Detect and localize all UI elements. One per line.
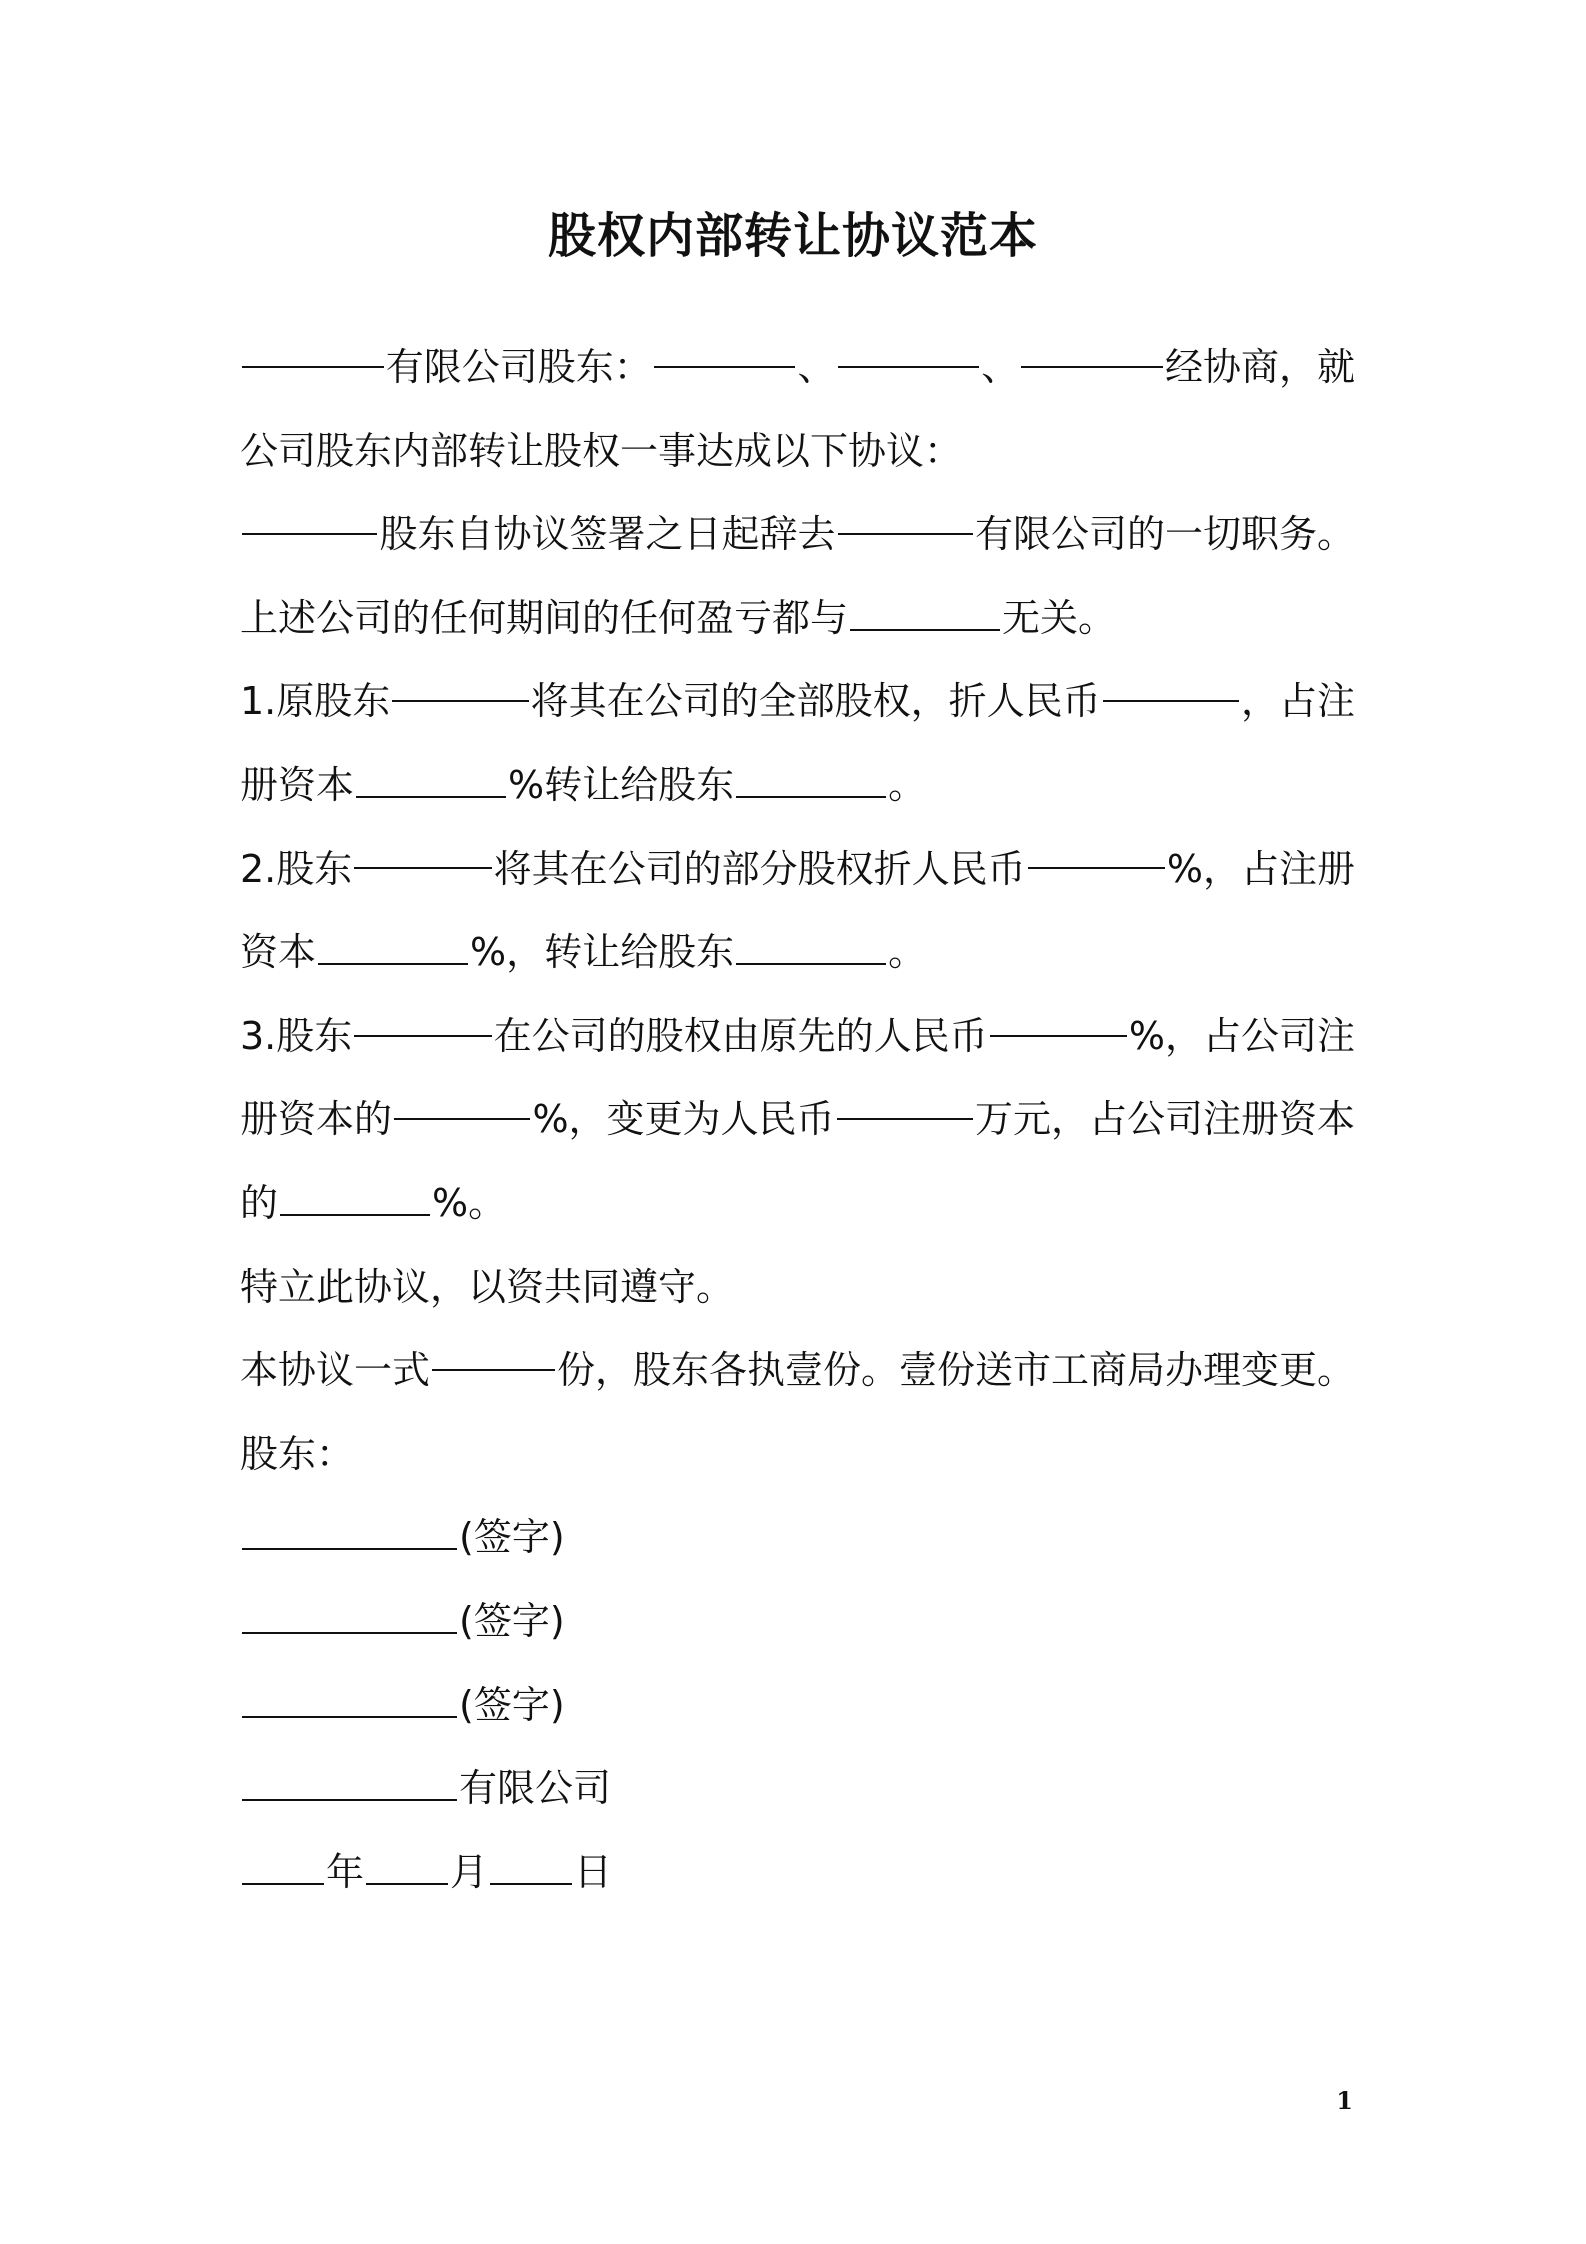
blank-field[interactable] [654, 326, 796, 368]
text-run: %转让给股东 [508, 762, 735, 807]
blank-field[interactable] [736, 756, 886, 798]
blank-field[interactable] [837, 1078, 973, 1120]
text-run: 将其在公司的部分股权折人民币 [493, 846, 1026, 891]
text-run: 。 [888, 762, 927, 807]
blank-field[interactable] [354, 828, 491, 870]
text-run: 上述公司的任何期间的任何盈亏都与 [240, 595, 849, 640]
paragraph-line [240, 1162, 1355, 1246]
blank-field[interactable] [838, 493, 973, 535]
month-label: 月 [450, 1849, 489, 1894]
blank-field[interactable] [242, 493, 377, 535]
text-run: %，转让给股东 [470, 930, 735, 975]
text-run: %，变更为人民币 [532, 1097, 835, 1142]
sign-label: (签字) [459, 1515, 565, 1560]
signature-blank[interactable] [242, 1592, 457, 1634]
text-run: 无关。 [1002, 595, 1117, 640]
text-run: 的 [240, 1180, 279, 1225]
text-run: ，占注 [1240, 679, 1355, 724]
blank-field[interactable] [850, 589, 1000, 631]
paragraph-line [240, 1246, 1355, 1330]
day-label: 日 [574, 1849, 613, 1894]
text-run: 将其在公司的全部股权，折人民币 [530, 679, 1101, 724]
text-run: 本协议一式 [240, 1348, 431, 1393]
text-run: 、 [797, 345, 836, 389]
paragraph-line [240, 828, 1355, 912]
signature-blank[interactable] [242, 1508, 457, 1550]
blank-field[interactable] [1028, 828, 1165, 870]
text-run: 有限公司的一切职务。 [974, 512, 1355, 557]
year-blank[interactable] [242, 1843, 324, 1885]
text-run: 册资本的 [240, 1097, 393, 1142]
text-run: %。 [432, 1180, 507, 1225]
blank-field[interactable] [242, 326, 384, 368]
blank-field[interactable] [736, 923, 886, 965]
blank-field[interactable] [356, 756, 506, 798]
paragraph-line [240, 410, 1355, 494]
text-run: 。 [888, 930, 927, 975]
document-body [240, 326, 1355, 1914]
blank-field[interactable] [1103, 660, 1239, 702]
company-line [240, 1747, 1355, 1831]
signature-line [240, 1580, 1355, 1664]
text-run: 3.股东 [240, 1013, 353, 1058]
text-run: 册资本 [240, 762, 355, 807]
blank-field[interactable] [280, 1174, 430, 1216]
text-run: 资本 [240, 930, 317, 975]
text-run: 公司股东内部转让股权一事达成以下协议： [240, 428, 963, 473]
text-run: 有限公司股东： [385, 345, 652, 389]
document-title: 股权内部转让协议范本 [547, 208, 1038, 264]
paragraph-line [240, 995, 1355, 1079]
paragraph-line [240, 326, 1355, 410]
date-line [240, 1831, 1355, 1915]
page-number: 1 [1336, 2086, 1353, 2115]
signature-line [240, 1664, 1355, 1748]
text-run: 股东自协议签署之日起辞去 [379, 512, 836, 557]
company-label: 有限公司 [459, 1766, 612, 1811]
paragraph-line [240, 744, 1355, 828]
text-run: 1.原股东 [240, 679, 391, 724]
blank-field[interactable] [990, 995, 1127, 1037]
blank-field[interactable] [432, 1329, 555, 1371]
paragraph-line [240, 577, 1355, 661]
paragraph-line [240, 1413, 1355, 1497]
year-label: 年 [326, 1849, 365, 1894]
paragraph-line [240, 1078, 1355, 1162]
day-blank[interactable] [490, 1843, 572, 1885]
blank-field[interactable] [354, 995, 491, 1037]
blank-field[interactable] [392, 660, 528, 702]
paragraph-line [240, 660, 1355, 744]
blank-field[interactable] [394, 1078, 530, 1120]
blank-field[interactable] [838, 326, 980, 368]
text-run: 万元，占公司注册资本 [974, 1097, 1355, 1142]
blank-field[interactable] [318, 923, 468, 965]
paragraph-line [240, 911, 1355, 995]
text-run: %，占注册 [1166, 846, 1355, 891]
text-run: 股东： [240, 1431, 355, 1476]
company-blank[interactable] [242, 1759, 457, 1801]
text-run: 2.股东 [240, 846, 353, 891]
text-run: 特立此协议，以资共同遵守。 [240, 1264, 735, 1309]
blank-field[interactable] [1021, 326, 1163, 368]
text-run: %，占公司注 [1128, 1013, 1355, 1058]
signature-line [240, 1496, 1355, 1580]
month-blank[interactable] [366, 1843, 448, 1885]
sign-label: (签字) [459, 1682, 565, 1727]
text-run: 在公司的股权由原先的人民币 [493, 1013, 988, 1058]
signature-blank[interactable] [242, 1676, 457, 1718]
paragraph-line [240, 493, 1355, 577]
sign-label: (签字) [459, 1598, 565, 1643]
paragraph-line [240, 1329, 1355, 1413]
text-run: 份，股东各执壹份。壹份送市工商局办理变更。 [556, 1348, 1355, 1393]
text-run: 经协商，就 [1164, 345, 1355, 389]
text-run: 、 [981, 345, 1020, 389]
